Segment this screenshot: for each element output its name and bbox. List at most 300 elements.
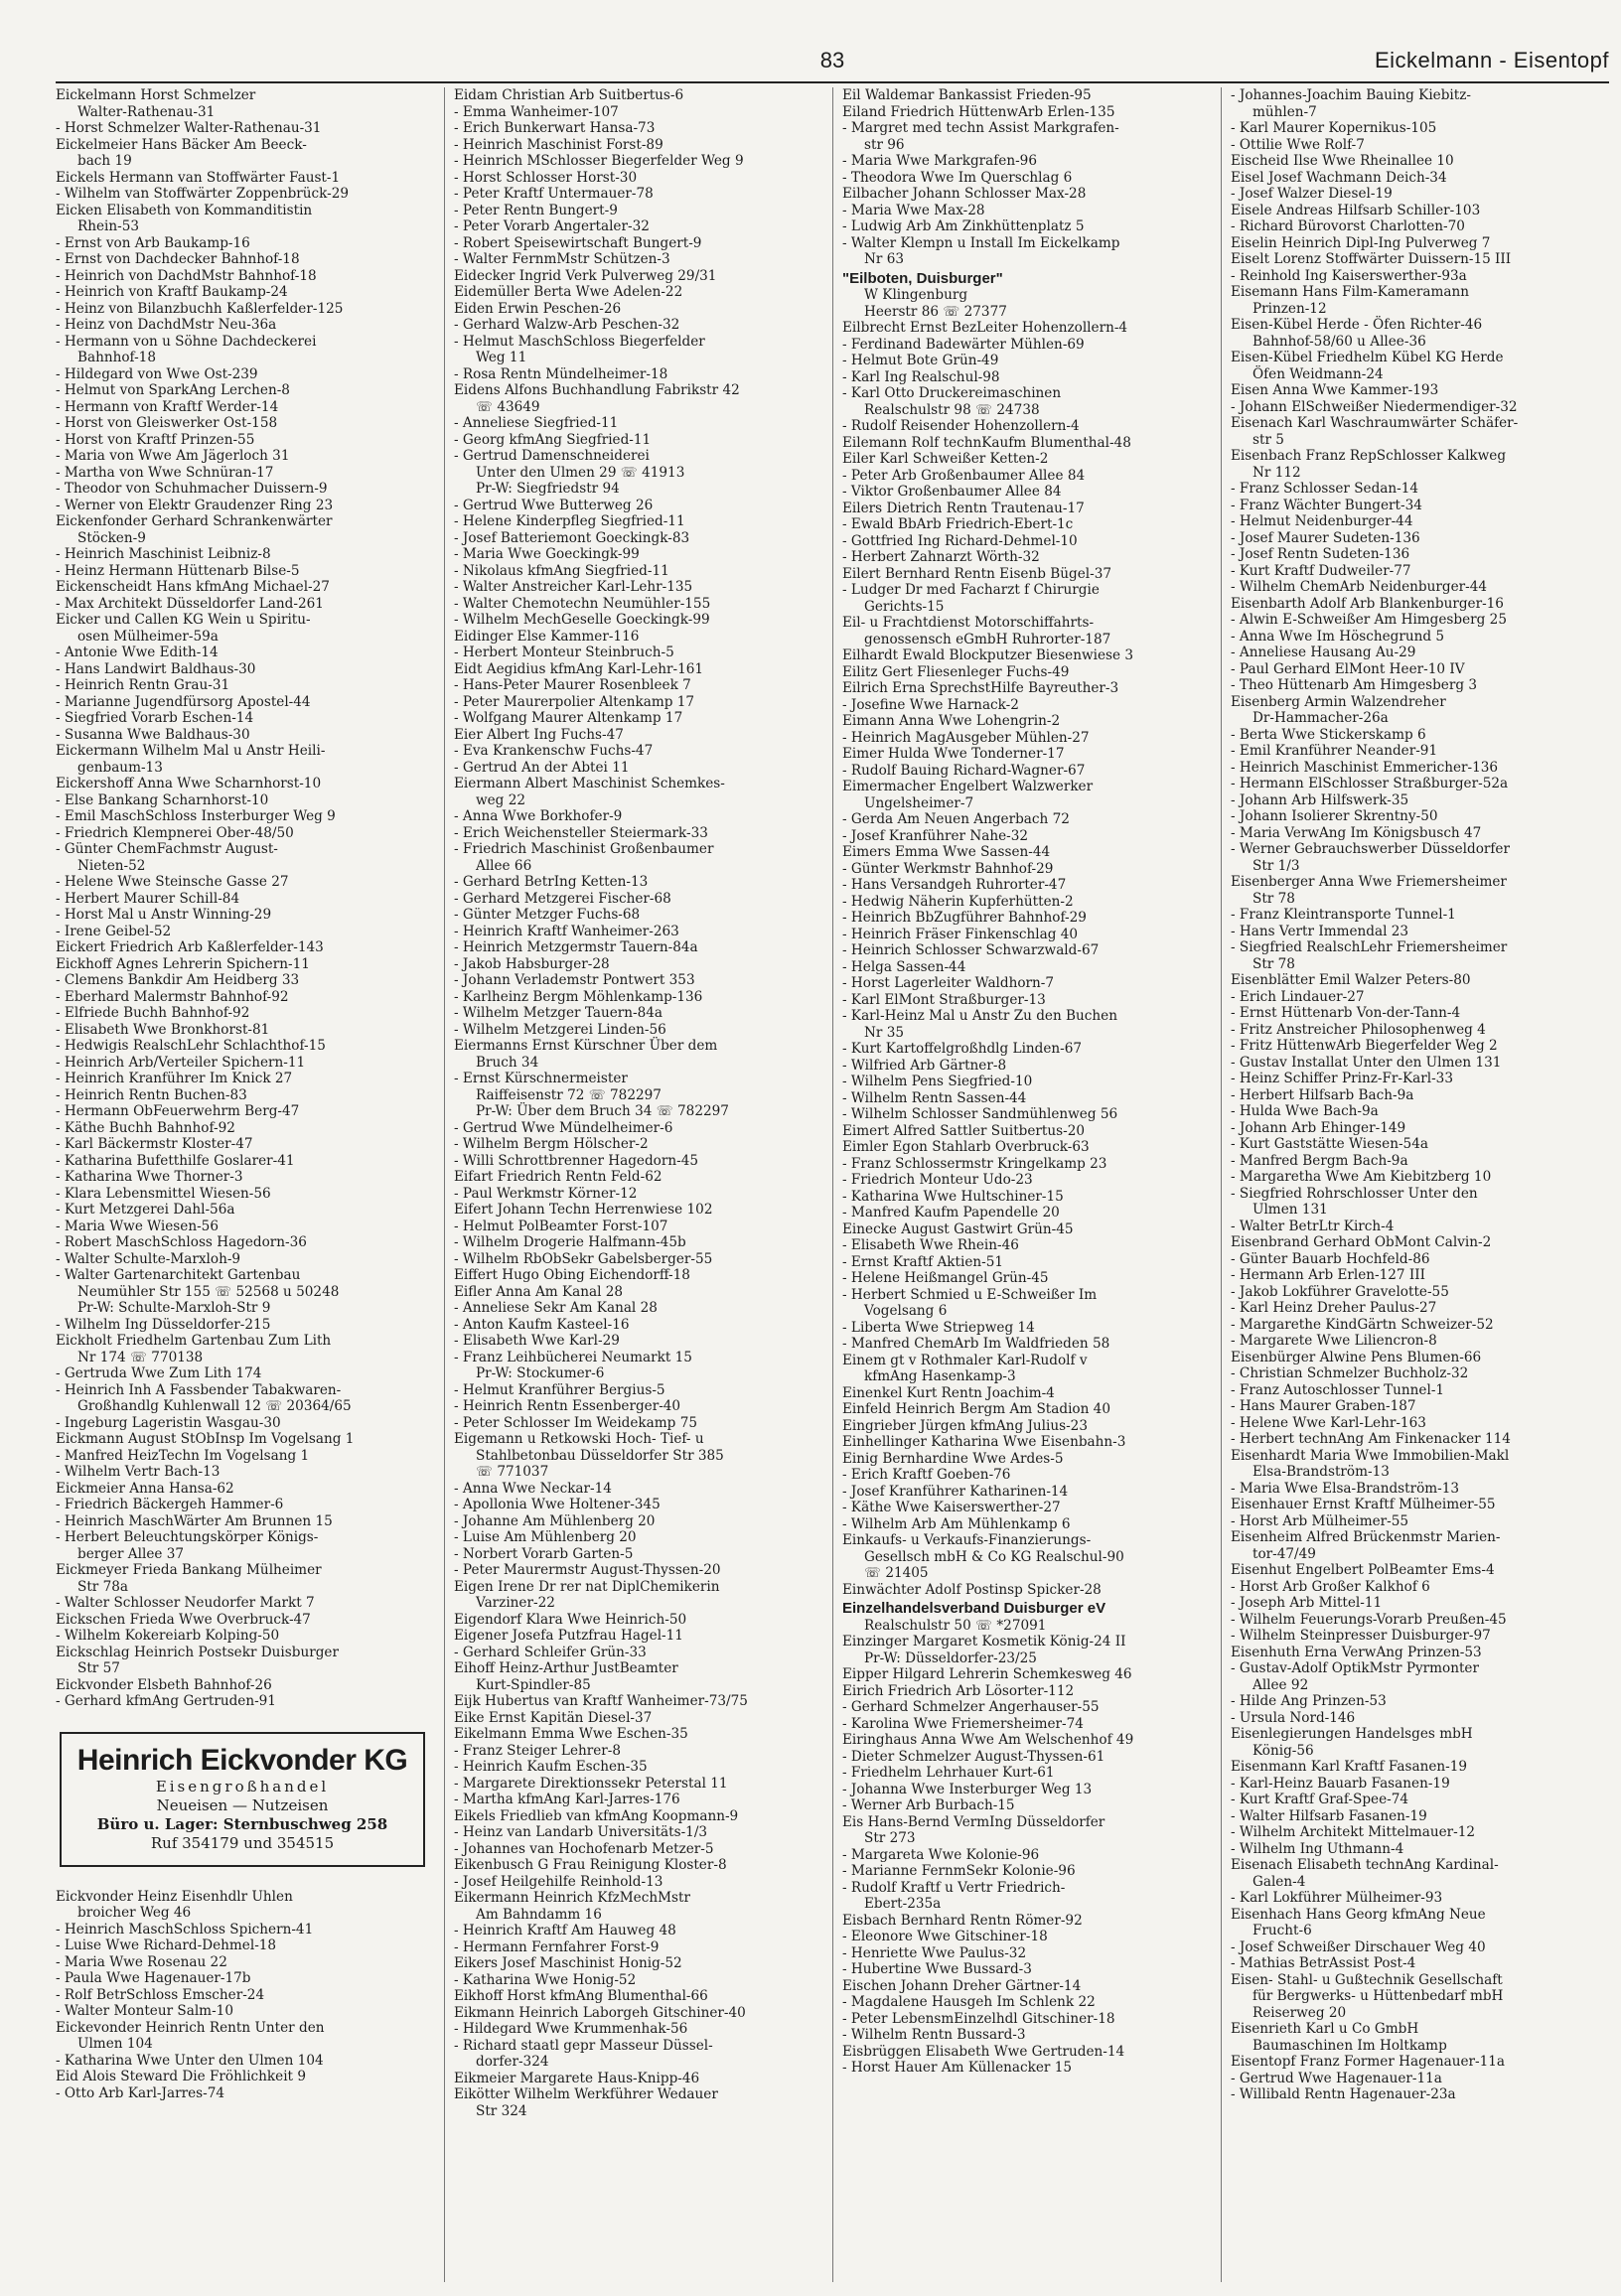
directory-entry: - Heinrich Inh A Fassbender Tabakwaren- <box>56 1381 342 1398</box>
directory-entry: - Karl Heinz Dreher Paulus-27 <box>1231 1300 1437 1316</box>
directory-entry: - Heinz von DachdMstr Neu-36a <box>56 317 277 333</box>
directory-entry: Eigendorf Klara Wwe Heinrich-50 <box>454 1611 687 1628</box>
directory-entry: - Manfred ChemArb Im Waldfrieden 58 <box>842 1336 1110 1352</box>
directory-entry: - Helga Sassen-44 <box>842 958 966 975</box>
directory-entry: Ungelsheimer-7 <box>864 794 974 811</box>
running-head: Eickelmann - Eisentopf <box>1375 48 1609 72</box>
directory-entry: osen Mülheimer-59a <box>77 628 219 645</box>
directory-entry: - Helene Kinderpfleg Siegfried-11 <box>454 513 685 529</box>
directory-entry: - Martha von Wwe Schnüran-17 <box>56 464 274 481</box>
directory-entry: - Horst Arb Großer Kalkhof 6 <box>1231 1578 1430 1595</box>
directory-entry: - Gerhard Schleifer Grün-33 <box>454 1644 647 1660</box>
directory-entry: Eiffert Hugo Obing Eichendorff-18 <box>454 1267 690 1283</box>
directory-entry: Bruch 34 <box>476 1054 539 1071</box>
directory-entry: Str 78 <box>1253 955 1295 972</box>
directory-entry: Eisenlegierungen Handelsges mbH <box>1231 1726 1473 1742</box>
directory-entry: tor-47/49 <box>1253 1545 1316 1562</box>
directory-entry: Eilemann Rolf technKaufm Blumenthal-48 <box>842 434 1131 451</box>
directory-entry: Realschulstr 50 ☏ *27091 <box>864 1617 1047 1634</box>
directory-entry: Einenkel Kurt Rentn Joachim-4 <box>842 1384 1055 1401</box>
directory-entry: - Wilhelm Drogerie Halfmann-45b <box>454 1234 686 1250</box>
directory-entry: - Karl Bäckermstr Kloster-47 <box>56 1136 253 1152</box>
directory-entry: Eisenrieth Karl u Co GmbH <box>1231 2021 1419 2037</box>
directory-entry: Eisenberg Armin Walzendreher <box>1231 693 1446 710</box>
directory-entry: Eisenhauer Ernst Kraftf Mülheimer-55 <box>1231 1497 1496 1512</box>
directory-entry: Ebert-235a <box>864 1896 942 1912</box>
directory-entry: - Katharina Wwe Hultschiner-15 <box>842 1188 1064 1205</box>
directory-entry: Unter den Ulmen 29 ☏ 41913 <box>476 464 685 481</box>
directory-entry: Walter-Rathenau-31 <box>77 103 216 120</box>
directory-entry: - Wilhelm Metzger Tauern-84a <box>454 1005 663 1021</box>
directory-entry: - Johann Isolierer Skrentny-50 <box>1231 808 1438 824</box>
directory-entry: - Kurt Kraftf Dudweiler-77 <box>1231 562 1411 579</box>
directory-entry: - Friedrich Klempnerei Ober-48/50 <box>56 824 294 841</box>
directory-entry: - Heinrich BbZugführer Bahnhof-29 <box>842 910 1087 926</box>
ad-line-3: Büro u. Lager: Sternbuschweg 258 <box>96 1814 388 1833</box>
directory-entry: Eisenhach Hans Georg kfmAng Neue <box>1231 1906 1486 1923</box>
directory-entry: Eirich Friedrich Arb Lösorter-112 <box>842 1682 1075 1699</box>
directory-entry: Eilbacher Johann Schlosser Max-28 <box>842 186 1087 202</box>
ad-line-1: Eisengroßhandel <box>155 1777 330 1795</box>
directory-entry: bach 19 <box>77 153 132 169</box>
directory-entry: - Gustav-Adolf OptikMstr Pyrmonter <box>1231 1660 1479 1676</box>
directory-entry: - Hans Landwirt Baldhaus-30 <box>56 660 256 677</box>
directory-entry: - Johanna Wwe Insterburger Weg 13 <box>842 1781 1093 1797</box>
directory-entry: Stahlbetonbau Düsseldorfer Str 385 <box>476 1447 724 1464</box>
directory-entry: Großhandlg Kuhlenwall 12 ☏ 20364/65 <box>77 1398 352 1414</box>
directory-entry: Ulmen 104 <box>77 2036 153 2052</box>
directory-entry: - Siegfried Vorarb Eschen-14 <box>56 710 254 726</box>
directory-entry: - Willibald Rentn Hagenauer-23a <box>1231 2086 1456 2102</box>
directory-entry: - Theo Hüttenarb Am Himgesberg 3 <box>1231 677 1478 693</box>
directory-entry: Varziner-22 <box>476 1595 555 1611</box>
directory-entry: - Hermann Arb Erlen-127 III <box>1231 1267 1426 1283</box>
directory-entry: - Maria von Wwe Am Jägerloch 31 <box>56 448 290 464</box>
directory-entry: - Ingeburg Lageristin Wasgau-30 <box>56 1414 281 1431</box>
directory-entry: Bahnhof-18 <box>77 350 156 365</box>
directory-entry: Eisenbrand Gerhard ObMont Calvin-2 <box>1231 1234 1492 1250</box>
directory-entry: - Anna Wwe Borkhofer-9 <box>454 808 623 824</box>
directory-entry: Eilbrecht Ernst BezLeiter Hohenzollern-4 <box>842 320 1128 336</box>
directory-entry: Eisen-Kübel Herde - Öfen Richter-46 <box>1231 317 1483 333</box>
directory-entry: - Dieter Schmelzer August-Thyssen-61 <box>842 1748 1105 1765</box>
directory-entry: Pr-W: Stockumer-6 <box>476 1365 605 1381</box>
directory-entry: - Karl Maurer Kopernikus-105 <box>1231 120 1437 136</box>
directory-entry: - Karlheinz Bergm Möhlenkamp-136 <box>454 988 703 1005</box>
directory-entry: - Irene Geibel-52 <box>56 923 172 939</box>
directory-entry: - Hedwigis RealschLehr Schlachthof-15 <box>56 1038 326 1054</box>
directory-entry: Nr 35 <box>864 1024 905 1041</box>
directory-entry: Eiermanns Ernst Kürschner Über dem <box>454 1038 718 1054</box>
directory-entry: Eickershoff Anna Wwe Scharnhorst-10 <box>56 776 322 791</box>
directory-entry: Dr-Hammacher-26a <box>1253 710 1389 726</box>
directory-entry: - Günter Metzger Fuchs-68 <box>454 907 641 923</box>
directory-entry: - Heinrich Metzgermstr Tauern-84a <box>454 939 698 955</box>
directory-entry: - Gertruda Wwe Zum Lith 174 <box>56 1365 262 1381</box>
directory-entry: Str 78 <box>1253 890 1295 907</box>
directory-entry: - Wilhelm Rentn Bussard-3 <box>842 2027 1026 2043</box>
directory-entry: Eigener Josefa Putzfrau Hagel-11 <box>454 1628 683 1644</box>
directory-entry: - Wilhelm Vertr Bach-13 <box>56 1464 221 1480</box>
directory-entry: Eifler Anna Am Kanal 28 <box>454 1283 624 1300</box>
directory-entry: - Horst Schlosser Horst-30 <box>454 169 638 186</box>
directory-entry: - Otto Arb Karl-Jarres-74 <box>56 2084 224 2101</box>
directory-entry: - Josef Walzer Diesel-19 <box>1231 186 1393 202</box>
directory-entry: - Johann Arb Hilfswerk-35 <box>1231 791 1409 808</box>
directory-entry: Eickschen Frieda Wwe Overbruck-47 <box>56 1611 311 1628</box>
directory-entry: - Wilhelm Steinpresser Duisburger-97 <box>1231 1628 1491 1644</box>
directory-entry: Eike Ernst Kapitän Diesel-37 <box>454 1709 653 1726</box>
directory-entry: - Ewald BbArb Friedrich-Ebert-1c <box>842 516 1074 532</box>
directory-entry: Einfeld Heinrich Bergm Am Stadion 40 <box>842 1401 1110 1417</box>
directory-entry: - Paul Gerhard ElMont Heer-10 IV <box>1231 660 1465 677</box>
directory-entry: Eimert Alfred Sattler Suitbertus-20 <box>842 1122 1086 1139</box>
directory-entry: - Wilhelm RbObSekr Gabelsberger-55 <box>454 1250 713 1267</box>
directory-entry: Eickels Hermann van Stoffwärter Faust-1 <box>56 169 341 186</box>
directory-entry: - Walter FernmMstr Schützen-3 <box>454 251 670 267</box>
directory-entry: - Karl-Heinz Bauarb Fasanen-19 <box>1231 1775 1450 1792</box>
directory-entry: Eil Waldemar Bankassist Frieden-95 <box>842 87 1092 103</box>
directory-entry: Bahnhof-58/60 u Allee-36 <box>1253 333 1426 350</box>
directory-entry: - Gertrud An der Abtei 11 <box>454 759 630 776</box>
page-number: 83 <box>819 48 845 72</box>
directory-entry: Eisenheim Alfred Brückenmstr Marien- <box>1231 1529 1501 1545</box>
directory-entry: - Georg kfmAng Siegfried-11 <box>454 431 652 448</box>
directory-entry: - Hilde Ang Prinzen-53 <box>1231 1693 1387 1709</box>
directory-entry: - Gertrud Wwe Mündelheimer-6 <box>454 1119 673 1136</box>
directory-entry: - Hermann ElSchlosser Straßburger-52a <box>1231 776 1509 791</box>
directory-entry: - Mathias BetrAssist Post-4 <box>1231 1955 1416 1971</box>
directory-entry: - Reinhold Ing Kaiserswerther-93a <box>1231 267 1467 284</box>
directory-entry: Eiselin Heinrich Dipl-Ing Pulverweg 7 <box>1231 234 1491 251</box>
directory-entry: Heerstr 86 ☏ 27377 <box>864 303 1007 320</box>
directory-entry: Am Bahndamm 16 <box>476 1906 602 1923</box>
directory-entry: - Erich Lindauer-27 <box>1231 988 1365 1005</box>
directory-entry: Allee 92 <box>1253 1676 1309 1693</box>
directory-entry: Eickermann Wilhelm Mal u Anstr Heili- <box>56 743 326 759</box>
directory-entry: - Richard Bürovorst Charlotten-70 <box>1231 218 1465 234</box>
directory-entry: - Robert MaschSchloss Hagedorn-36 <box>56 1234 307 1250</box>
directory-entry: Str 57 <box>77 1660 120 1676</box>
directory-entry: - Anna Wwe Neckar-14 <box>454 1480 612 1497</box>
directory-entry: - Walter Gartenarchitekt Gartenbau <box>56 1267 301 1283</box>
directory-entry: - Peter Maurerpolier Altenkamp 17 <box>454 693 695 710</box>
directory-entry: - Hermann von u Söhne Dachdeckerei <box>56 333 317 350</box>
directory-entry: - Hulda Wwe Bach-9a <box>1231 1103 1379 1119</box>
directory-entry: - Maria Wwe Markgrafen-96 <box>842 153 1037 169</box>
directory-entry: - Antonie Wwe Edith-14 <box>56 645 219 660</box>
directory-entry: broicher Weg 46 <box>77 1905 192 1921</box>
directory-entry: Eilhardt Ewald Blockputzer Biesenwiese 3 <box>842 647 1133 663</box>
directory-entry: - Herbert technAng Am Finkenacker 114 <box>1231 1431 1511 1447</box>
directory-entry: - Werner von Elektr Graudenzer Ring 23 <box>56 497 334 513</box>
directory-entry: Eimers Emma Wwe Sassen-44 <box>842 844 1051 860</box>
directory-entry: Eisel Josef Wachmann Deich-34 <box>1231 169 1447 186</box>
directory-entry: - Ernst von Dachdecker Bahnhof-18 <box>56 251 300 267</box>
directory-entry: Kurt-Spindler-85 <box>476 1676 591 1693</box>
directory-entry: - Heinrich Fräser Finkenschlag 40 <box>842 926 1079 942</box>
directory-entry: - Paula Wwe Hagenauer-17b <box>56 1970 251 1986</box>
directory-entry: - Helene Wwe Karl-Lehr-163 <box>1231 1414 1426 1431</box>
directory-entry: - Elisabeth Wwe Bronkhorst-81 <box>56 1021 270 1038</box>
directory-entry: Eischen Johann Dreher Gärtner-14 <box>842 1977 1082 1994</box>
directory-entry: - Gerhard BetrIng Ketten-13 <box>454 874 649 890</box>
directory-entry: - Hans-Peter Maurer Rosenbleek 7 <box>454 677 691 693</box>
directory-entry: Weg 11 <box>476 350 527 365</box>
directory-entry: Eickenfonder Gerhard Schrankenwärter <box>56 513 333 529</box>
directory-entry: Eisenhardt Maria Wwe Immobilien-Makl <box>1231 1447 1510 1464</box>
directory-entry: - Gerhard Walzw-Arb Peschen-32 <box>454 317 680 333</box>
directory-entry: Eischeid Ilse Wwe Rheinallee 10 <box>1231 153 1454 169</box>
directory-entry: Eikels Friedlieb van kfmAng Koopmann-9 <box>454 1807 739 1824</box>
ad-line-4: Ruf 354179 und 354515 <box>150 1833 335 1852</box>
directory-entry: Eidt Aegidius kfmAng Karl-Lehr-161 <box>454 660 704 677</box>
directory-entry: - Hermann von Kraftf Werder-14 <box>56 398 279 415</box>
directory-entry: - Walter BetrLtr Kirch-4 <box>1231 1218 1395 1234</box>
directory-entry: ☏ 771037 <box>476 1464 549 1480</box>
directory-entry: - Horst Hauer Am Küllenacker 15 <box>842 2060 1073 2076</box>
directory-entry: - Heinrich Kranführer Im Knick 27 <box>56 1071 293 1086</box>
directory-entry: - Heinrich von DachdMstr Bahnhof-18 <box>56 267 317 284</box>
directory-entry: - Karl Otto Druckereimaschinen <box>842 385 1062 401</box>
directory-entry: - Kurt Gaststätte Wiesen-54a <box>1231 1136 1428 1152</box>
directory-entry: - Walter Hilfsarb Fasanen-19 <box>1231 1807 1427 1824</box>
directory-entry: Vogelsang 6 <box>864 1303 948 1319</box>
directory-entry: - Margarete Wwe Liliencron-8 <box>1231 1333 1437 1349</box>
directory-entry: Eickvonder Elsbeth Bahnhof-26 <box>56 1676 272 1693</box>
directory-entry: - Gustav Installat Unter den Ulmen 131 <box>1231 1054 1502 1071</box>
directory-entry: - Herbert Schmied u E-Schweißer Im <box>842 1286 1098 1303</box>
directory-entry: Eisenblätter Emil Walzer Peters-80 <box>1231 972 1471 988</box>
directory-entry: - Rudolf Kraftf u Vertr Friedrich- <box>842 1879 1066 1896</box>
directory-entry: Realschulstr 98 ☏ 24738 <box>864 401 1040 418</box>
directory-entry: Eiermann Albert Maschinist Schemkes- <box>454 776 725 791</box>
directory-entry: Eikenbusch G Frau Reinigung Kloster-8 <box>454 1857 727 1873</box>
directory-entry: - Helmut Neidenburger-44 <box>1231 513 1413 529</box>
directory-entry: - Wilhelm Metzgerei Linden-56 <box>454 1021 666 1038</box>
directory-entry: - Theodora Wwe Im Querschlag 6 <box>842 169 1073 186</box>
directory-entry: Eis Hans-Bernd VermIng Düsseldorfer <box>842 1813 1105 1830</box>
directory-entry: - Horst Schmelzer Walter-Rathenau-31 <box>56 120 322 136</box>
directory-entry: kfmAng Hasenkamp-3 <box>864 1368 1016 1384</box>
directory-entry: - Johannes van Hochofenarb Metzer-5 <box>454 1840 714 1857</box>
directory-entry: - Horst Lagerleiter Waldhorn-7 <box>842 975 1055 991</box>
directory-entry: - Emil MaschSchloss Insterburger Weg 9 <box>56 808 336 824</box>
directory-entry: Einwächter Adolf Postinsp Spicker-28 <box>842 1581 1102 1598</box>
directory-entry: - Werner Gebrauchswerber Düsseldorfer <box>1231 841 1510 857</box>
directory-entry: Einem gt v Rothmaler Karl-Rudolf v <box>842 1352 1088 1368</box>
directory-entry: Eickmann August StObInsp Im Vogelsang 1 <box>56 1431 355 1447</box>
directory-entry: - Gerda Am Neuen Angerbach 72 <box>842 811 1070 827</box>
directory-entry: - Josef Kranführer Nahe-32 <box>842 827 1029 844</box>
directory-entry: - Käthe Buchh Bahnhof-92 <box>56 1119 235 1136</box>
directory-entry: - Franz Kleintransporte Tunnel-1 <box>1231 907 1456 923</box>
directory-entry: - Ferdinand Badewärter Mühlen-69 <box>842 336 1085 353</box>
directory-entry: Eikötter Wilhelm Werkführer Wedauer <box>454 2086 718 2102</box>
page-header <box>56 44 1609 83</box>
directory-entry: - Heinz van Landarb Universitäts-1/3 <box>454 1824 708 1840</box>
directory-entry: Eidinger Else Kammer-116 <box>454 628 640 645</box>
directory-entry: - Emma Wanheimer-107 <box>454 103 619 120</box>
directory-entry: - Josefine Wwe Harnack-2 <box>842 696 1019 713</box>
directory-entry: Eicker und Callen KG Wein u Spiritu- <box>56 612 311 628</box>
directory-entry: Eisbach Bernhard Rentn Römer-92 <box>842 1912 1083 1929</box>
directory-entry: Gerichts-15 <box>864 598 945 615</box>
directory-entry: - Kurt Metzgerei Dahl-56a <box>56 1202 235 1218</box>
directory-entry: - Franz Schlosser Sedan-14 <box>1231 481 1419 497</box>
directory-entry: Nr 112 <box>1253 464 1301 481</box>
directory-entry: - Joseph Arb Mittel-11 <box>1231 1595 1383 1611</box>
directory-entry: - Margareta Wwe Kolonie-96 <box>842 1846 1040 1863</box>
directory-entry: Frucht-6 <box>1253 1923 1312 1938</box>
directory-entry: Eiler Karl Schweißer Ketten-2 <box>842 451 1049 467</box>
directory-entry: - Heinrich MagAusgeber Mühlen-27 <box>842 729 1090 746</box>
directory-entry: - Wilhelm Architekt Mittelmauer-12 <box>1231 1824 1476 1840</box>
directory-entry: Str 273 <box>864 1830 916 1846</box>
directory-entry: - Helene Wwe Steinsche Gasse 27 <box>56 874 289 890</box>
directory-entry: - Marianne Jugendfürsorg Apostel-44 <box>56 693 311 710</box>
directory-entry: - Jakob Lokführer Gravelotte-55 <box>1231 1283 1449 1300</box>
directory-entry: - Friedrich Bäckergeh Hammer-6 <box>56 1497 284 1512</box>
directory-entry: - Eva Krankenschw Fuchs-47 <box>454 743 654 759</box>
directory-entry: Eidens Alfons Buchhandlung Fabrikstr 42 <box>454 382 740 398</box>
directory-entry: Galen-4 <box>1253 1873 1306 1890</box>
advertisement-box <box>60 1732 425 1867</box>
directory-entry: Gesellsch mbH & Co KG Realschul-90 <box>864 1548 1124 1565</box>
directory-entry: Eikhoff Horst kfmAng Blumenthal-66 <box>454 1988 708 2004</box>
directory-entry: - Christian Schmelzer Buchholz-32 <box>1231 1365 1469 1381</box>
directory-entry: - Katharina Bufetthilfe Goslarer-41 <box>56 1152 295 1169</box>
directory-entry: Eisenhut Engelbert PolBeamter Ems-4 <box>1231 1562 1495 1578</box>
directory-entry: - Ernst Hüttenarb Von-der-Tann-4 <box>1231 1005 1461 1021</box>
directory-entry: Eisele Andreas Hilfsarb Schiller-103 <box>1231 202 1481 218</box>
directory-entry: - Magdalene Hausgeh Im Schlenk 22 <box>842 1994 1096 2010</box>
directory-entry: - Katharina Wwe Unter den Ulmen 104 <box>56 2052 324 2069</box>
directory-entry: - Heinz von Bilanzbuchh Kaßlerfelder-125 <box>56 300 344 317</box>
directory-entry: - Friedhelm Lehrhauer Kurt-61 <box>842 1765 1055 1781</box>
directory-entry: - Josef Heilgehilfe Reinhold-13 <box>454 1873 663 1890</box>
directory-entry: - Wilhelm Ing Uthmann-4 <box>1231 1840 1404 1857</box>
directory-entry: Eiden Erwin Peschen-26 <box>454 300 622 317</box>
directory-entry: genossensch eGmbH Ruhrorter-187 <box>864 631 1111 647</box>
directory-entry: - Wilhelm Rentn Sassen-44 <box>842 1089 1027 1106</box>
directory-entry: Eisentopf Franz Former Hagenauer-11a <box>1231 2054 1506 2070</box>
directory-entry: - Elisabeth Wwe Karl-29 <box>454 1333 620 1349</box>
directory-entry: berger Allee 37 <box>77 1545 185 1562</box>
directory-entry: Eilers Dietrich Rentn Trautenau-17 <box>842 500 1085 516</box>
directory-entry: - Helmut PolBeamter Forst-107 <box>454 1218 668 1234</box>
ad-company-name: Heinrich Eickvonder KG <box>76 1743 408 1777</box>
directory-entry: - Herbert Monteur Steinbruch-5 <box>454 645 674 660</box>
directory-entry: - Wilhelm Pens Siegfried-10 <box>842 1074 1033 1089</box>
directory-entry: Eickmeier Anna Hansa-62 <box>56 1480 234 1497</box>
directory-entry: - Willi Schrottbrenner Hagedorn-45 <box>454 1152 699 1169</box>
directory-entry: Eickvonder Heinz Eisenhdlr Uhlen <box>56 1888 293 1905</box>
directory-entry: mühlen-7 <box>1253 103 1317 120</box>
directory-entry: - Else Bankang Scharnhorst-10 <box>56 791 269 808</box>
directory-entry: - Franz Schlossermstr Kringelkamp 23 <box>842 1155 1107 1172</box>
directory-entry: - Ludwig Arb Am Zinkhüttenplatz 5 <box>842 218 1085 234</box>
ad-line-2: Neueisen — Nutzeisen <box>156 1795 329 1814</box>
directory-entry: - Ottilie Wwe Rolf-7 <box>1231 136 1365 153</box>
directory-entry: - Helmut Kranführer Bergius-5 <box>454 1381 665 1398</box>
directory-entry: - Kurt Kraftf Graf-Spee-74 <box>1231 1792 1409 1807</box>
directory-entry: - Anton Kaufm Kasteel-16 <box>454 1316 630 1333</box>
column-4 <box>1221 87 1609 2282</box>
directory-entry: Eilert Bernhard Rentn Eisenb Bügel-37 <box>842 565 1111 582</box>
directory-entry: - Wilhelm Arb Am Mühlenkamp 6 <box>842 1515 1071 1532</box>
directory-entry: - Erich Weichensteller Steiermark-33 <box>454 824 708 841</box>
directory-entry: - Katharina Wwe Honig-52 <box>454 1971 637 1988</box>
directory-entry: - Heinz Hermann Hüttenarb Bilse-5 <box>56 562 300 579</box>
directory-entry: - Maria VerwAng Im Königsbusch 47 <box>1231 824 1482 841</box>
directory-entry: - Heinrich Arb/Verteiler Spichern-11 <box>56 1054 306 1071</box>
directory-entry: Öfen Weidmann-24 <box>1253 365 1384 382</box>
directory-entry: - Herbert Maurer Schill-84 <box>56 890 240 907</box>
directory-entry: - Johann ElSchweißer Niedermendiger-32 <box>1231 398 1518 415</box>
directory-entry: Eisenberger Anna Wwe Friemersheimer <box>1231 874 1507 890</box>
directory-entry: Str 324 <box>476 2102 527 2119</box>
directory-entry: - Erich Kraftf Goeben-76 <box>842 1467 1011 1483</box>
directory-entry: - Wilhelm van Stoffwärter Zoppenbrück-29 <box>56 186 350 202</box>
directory-entry: - Helmut Bote Grün-49 <box>842 353 999 368</box>
directory-entry: - Nikolaus kfmAng Siegfried-11 <box>454 562 669 579</box>
directory-entry: - Wolfgang Maurer Altenkamp 17 <box>454 710 683 726</box>
directory-entry: - Gerhard Schmelzer Angerhauser-55 <box>842 1699 1100 1715</box>
directory-entry: Eiselt Lorenz Stoffwärter Duissern-15 III <box>1231 251 1512 267</box>
directory-entry: - Wilhelm Bergm Hölscher-2 <box>454 1136 649 1152</box>
directory-entry: - Ernst Kraftf Aktien-51 <box>842 1253 1004 1270</box>
directory-entry: - Wilfried Arb Gärtner-8 <box>842 1057 1007 1074</box>
column-1 <box>56 87 444 2282</box>
directory-entry: - Margret med techn Assist Markgrafen- <box>842 120 1119 136</box>
directory-entry: Eifart Friedrich Rentn Feld-62 <box>454 1169 663 1185</box>
directory-entry: - Horst von Gleiswerker Ost-158 <box>56 415 278 431</box>
directory-entry: - Heinrich Maschinist Leibniz-8 <box>56 546 271 562</box>
directory-entry: Eiland Friedrich HüttenwArb Erlen-135 <box>842 103 1115 120</box>
directory-entry: W Klingenburg <box>864 287 968 303</box>
directory-entry: - Manfred Kaufm Papendelle 20 <box>842 1205 1060 1220</box>
directory-entry: Eickholt Friedhelm Gartenbau Zum Lith <box>56 1333 332 1349</box>
directory-entry: Stöcken-9 <box>77 529 146 546</box>
directory-entry: Eifert Johann Techn Herrenwiese 102 <box>454 1202 713 1218</box>
directory-entry: - Henriette Wwe Paulus-32 <box>842 1944 1027 1961</box>
directory-entry: Eickenscheidt Hans kfmAng Michael-27 <box>56 579 330 595</box>
directory-entry: Eisenbach Franz RepSchlosser Kalkweg <box>1231 448 1507 464</box>
directory-entry: - Wilhelm Schlosser Sandmühlenweg 56 <box>842 1106 1118 1122</box>
directory-entry: Eickert Friedrich Arb Kaßlerfelder-143 <box>56 939 324 955</box>
directory-entry: Eilrich Erna SprechstHilfe Bayreuther-3 <box>842 680 1119 696</box>
directory-entry: König-56 <box>1253 1742 1314 1759</box>
column-2 <box>444 87 832 2282</box>
directory-entry: Nr 63 <box>864 251 905 267</box>
directory-entry: - Walter Schlosser Neudorfer Markt 7 <box>56 1595 315 1611</box>
directory-entry: - Gottfried Ing Richard-Dehmel-10 <box>842 532 1078 549</box>
directory-entry: Eickelmann Horst Schmelzer <box>56 87 256 103</box>
directory-entry: Nr 174 ☏ 770138 <box>77 1349 204 1365</box>
directory-entry: Reiserweg 20 <box>1253 2004 1347 2021</box>
directory-entry: - Karl Ing Realschul-98 <box>842 368 1000 385</box>
directory-entry: Eikelmann Emma Wwe Eschen-35 <box>454 1726 688 1742</box>
directory-entry: Eihoff Heinz-Arthur JustBeamter <box>454 1660 678 1676</box>
directory-entry: - Robert Speisewirtschaft Bungert-9 <box>454 234 702 251</box>
directory-entry: - Katharina Wwe Thorner-3 <box>56 1169 243 1185</box>
directory-entry: - Franz Autoschlosser Tunnel-1 <box>1231 1381 1445 1398</box>
directory-entry: - Johanne Am Mühlenberg 20 <box>454 1512 656 1529</box>
directory-entry: Eisenhuth Erna VerwAng Prinzen-53 <box>1231 1644 1482 1660</box>
directory-entry: Eil- u Frachtdienst Motorschiffahrts- <box>842 615 1095 631</box>
directory-entry: - Peter Arb Großenbaumer Allee 84 <box>842 467 1086 484</box>
